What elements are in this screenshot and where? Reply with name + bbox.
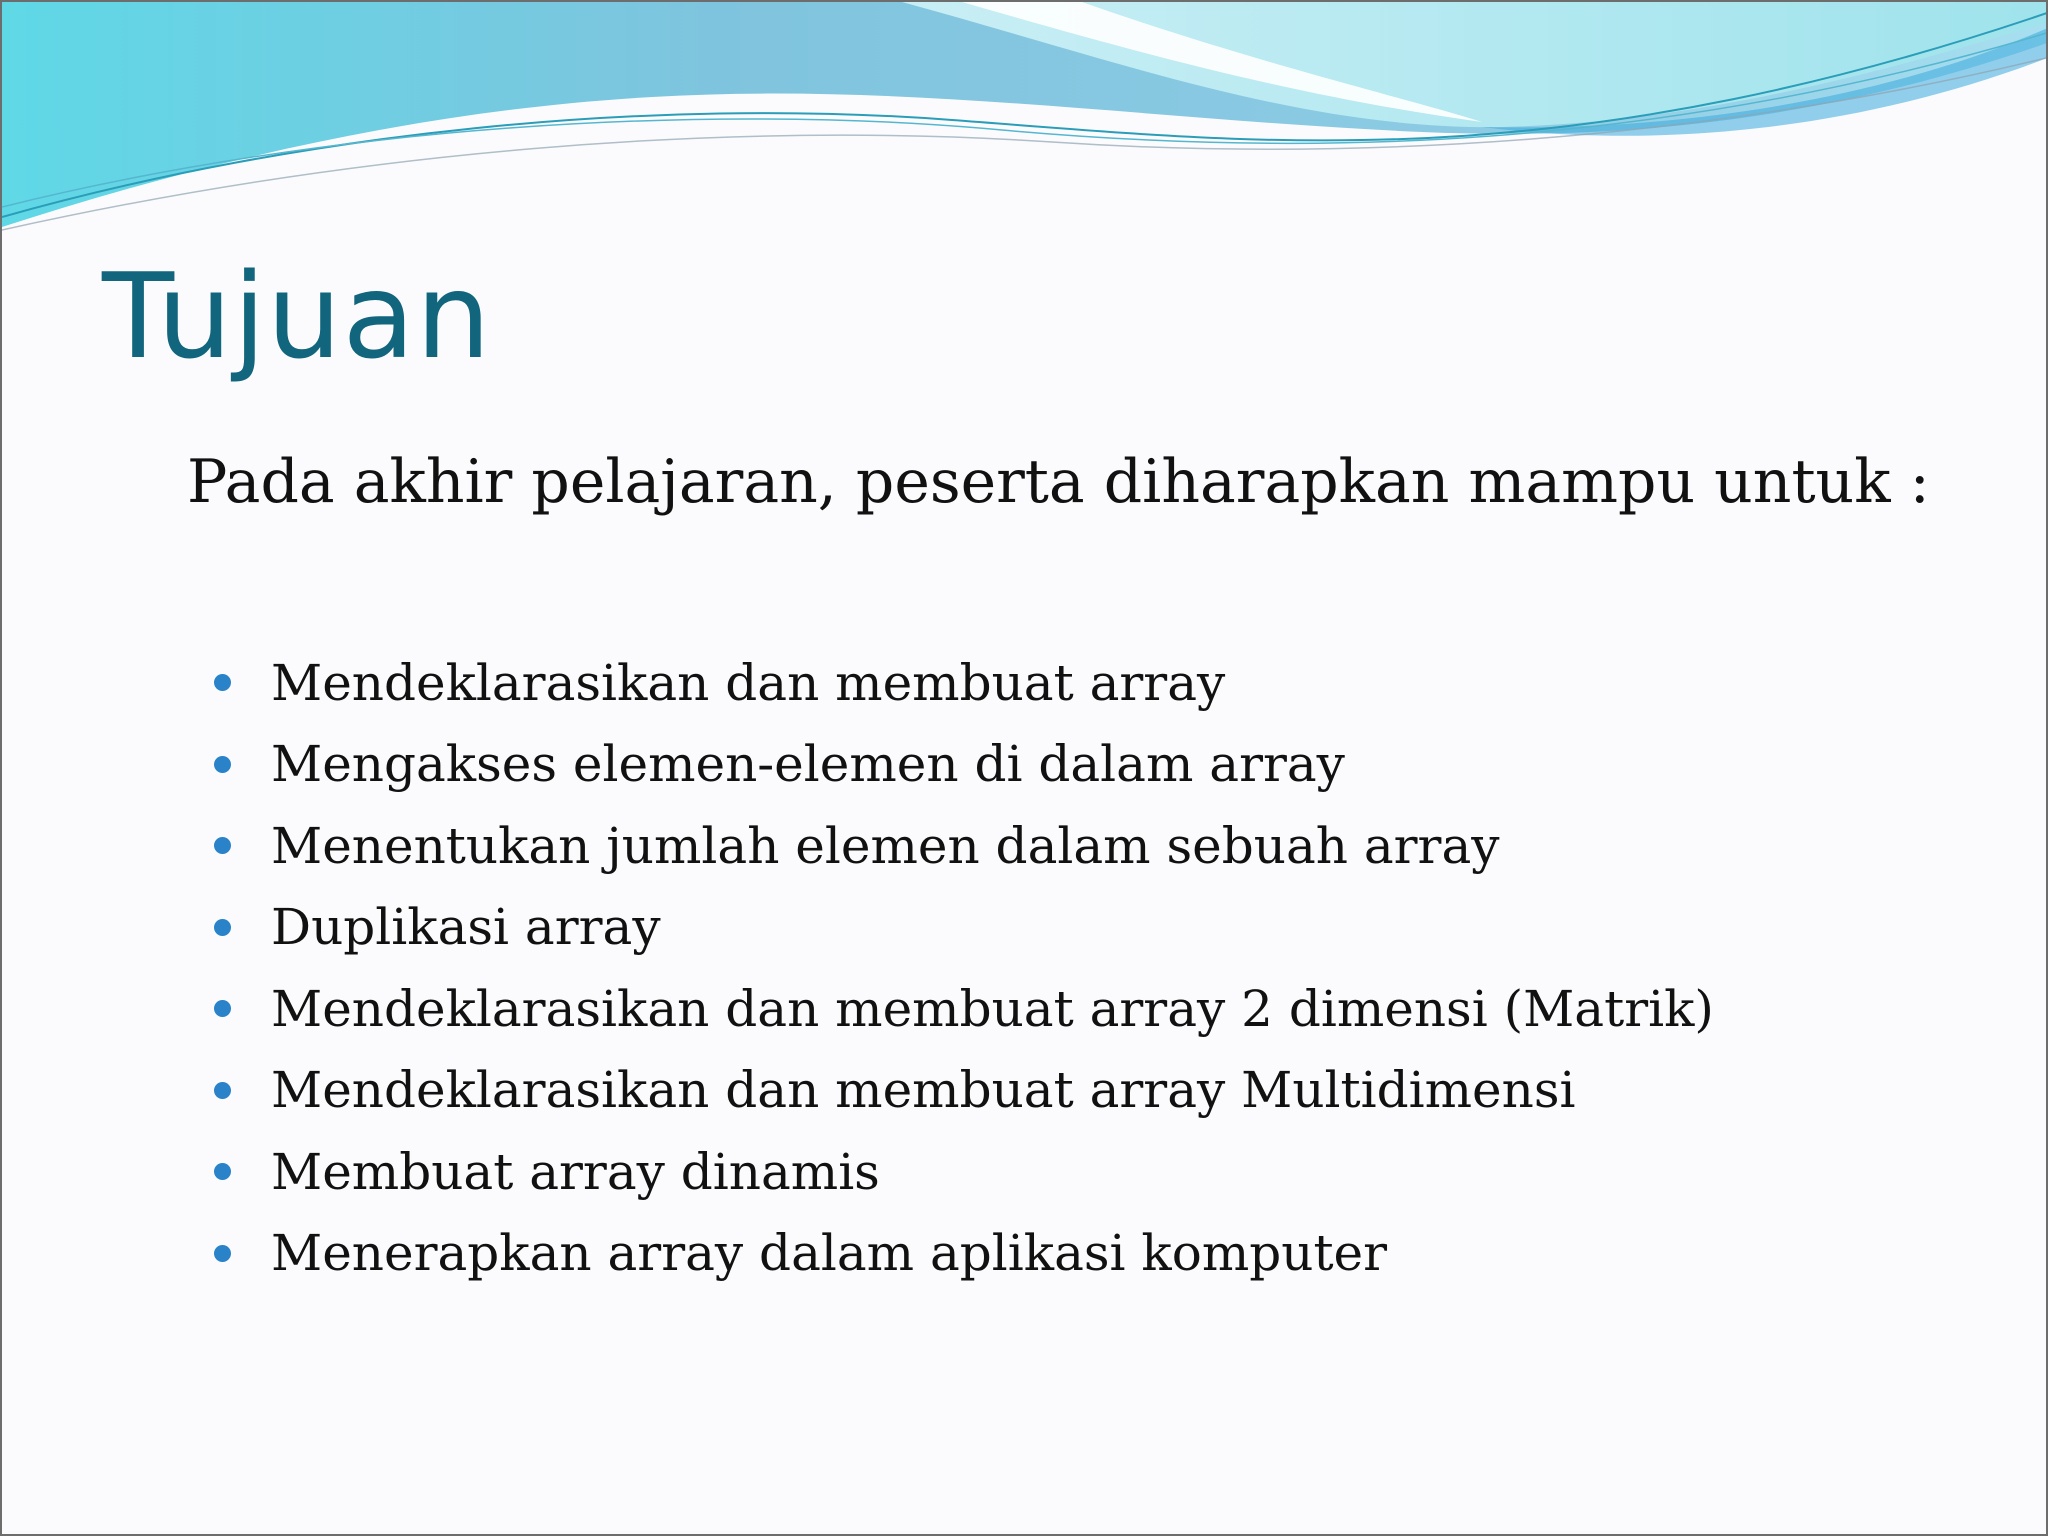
bullet-dot-icon — [214, 919, 231, 936]
bullet-dot-icon — [214, 1163, 231, 1180]
list-item — [214, 1213, 1714, 1295]
list-item-text: Mendeklarasikan dan membuat array Multidimensi — [271, 1061, 1576, 1120]
list-item-text: Menerapkan array dalam aplikasi komputer — [271, 1224, 1388, 1283]
list-item — [214, 968, 1714, 1050]
list-item — [214, 642, 1714, 724]
slide-title: Tujuan — [102, 247, 492, 385]
list-item — [214, 887, 1714, 969]
list-item-text: Membuat array dinamis — [271, 1142, 880, 1201]
bullet-dot-icon — [214, 674, 231, 691]
bullet-dot-icon — [214, 1082, 231, 1099]
list-item-text: Duplikasi array — [271, 898, 661, 957]
bullet-dot-icon — [214, 756, 231, 773]
list-item-text: Mengakses elemen-elemen di dalam array — [271, 735, 1345, 794]
intro-text: Pada akhir pelajaran, peserta diharapkan mampu untuk : — [187, 447, 1930, 517]
list-item — [214, 805, 1714, 887]
bullet-dot-icon — [214, 837, 231, 854]
list-item — [214, 1131, 1714, 1213]
list-item-text: Menentukan jumlah elemen dalam sebuah array — [271, 816, 1500, 875]
list-item-text: Mendeklarasikan dan membuat array — [271, 653, 1226, 712]
header-wave-decoration — [2, 2, 2048, 242]
bullet-dot-icon — [214, 1000, 231, 1017]
list-item — [214, 1050, 1714, 1132]
list-item-text: Mendeklarasikan dan membuat array 2 dimensi (Matrik) — [271, 979, 1714, 1038]
bullet-dot-icon — [214, 1245, 231, 1262]
objectives-list — [214, 642, 1714, 1294]
list-item — [214, 724, 1714, 806]
